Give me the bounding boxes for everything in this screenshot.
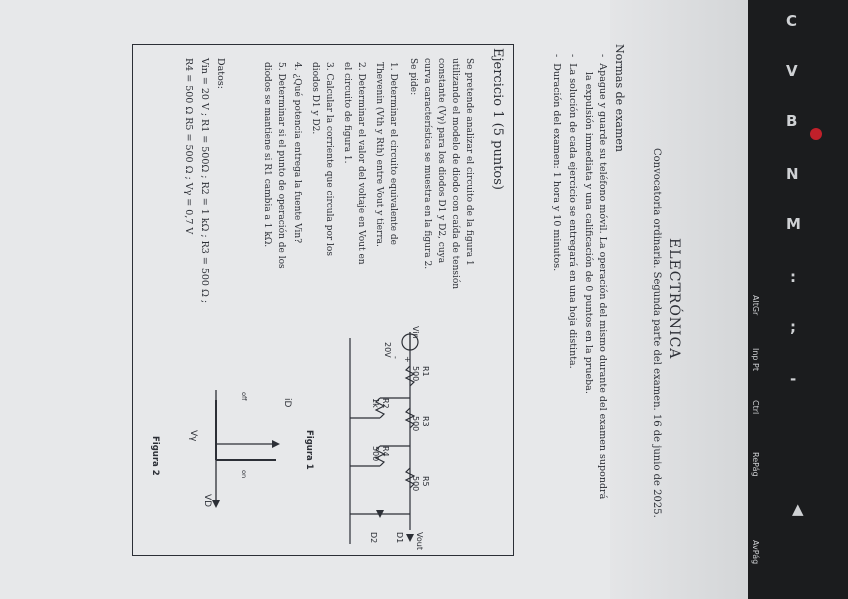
- intro-line-1: Se pretende analizar el circuito de la figura 1: [464, 58, 474, 266]
- key-m: M: [786, 215, 801, 233]
- r1-label: R1: [421, 366, 430, 377]
- question-line-4: el circuito de figura 1.: [342, 62, 352, 164]
- key-v: V: [786, 62, 798, 80]
- key-b: B: [786, 112, 798, 130]
- source-plus-label: +: [403, 356, 412, 363]
- y-axis-label: iD: [282, 398, 292, 408]
- r1-value: 500: [411, 366, 420, 382]
- source-value-label: 20V: [383, 342, 392, 358]
- r2-value: 1k: [371, 398, 380, 408]
- doc-subtitle: Convocatoria ordinaria. Segunda parte del examen. 16 de junio de 2025.: [651, 148, 662, 518]
- question-line-1: 1. Determinar el circuito equivalente de: [388, 62, 398, 245]
- keyboard-strip: [748, 0, 848, 599]
- r3-label: R3: [421, 416, 430, 427]
- key-n: N: [786, 165, 799, 183]
- question-line-5: 3. Calcular la corriente que circula por los: [324, 62, 334, 256]
- key-avpag: AvPág: [751, 540, 760, 565]
- question-line-6: diodos D1 y D2.: [310, 62, 320, 135]
- question-line-3: 2. Determinar el valor del voltaje en Vout en: [356, 62, 366, 265]
- key-c: C: [786, 12, 798, 30]
- intro-line-5: Se pide:: [408, 58, 418, 96]
- off-label: off: [240, 392, 248, 401]
- question-line-9: diodos se mantiene si R1 cambia a 1 kΩ.: [262, 62, 272, 248]
- r5-label: R5: [421, 476, 430, 487]
- data-line-2: R4 = 500 Ω R5 = 500 Ω ; Vγ = 0,7 V: [183, 58, 194, 235]
- rule-line-3: - La solución de cada ejercicio se entregará en una hoja distinta.: [567, 54, 578, 369]
- doc-title: ELECTRÓNICA: [666, 238, 682, 360]
- diode-d2-icon: [406, 534, 414, 542]
- rule-line-2: la expulsión inmediata y una calificación de 0 puntos en la prueba.: [583, 72, 594, 394]
- key-semicolon: ;: [790, 318, 796, 336]
- intro-line-3: constante (Vγ) para los diodos D1 y D2, cuya: [436, 58, 446, 264]
- key-dash: -: [790, 370, 797, 388]
- rule-line-1: - Apague y guarde su teléfono móvil. La operación del mismo durante del examen supondrá: [597, 54, 608, 500]
- r2-label: R2: [381, 398, 390, 409]
- source-name-label: Vin: [411, 326, 420, 339]
- exercise-title: Ejercicio 1 (5 puntos): [490, 48, 505, 191]
- v-gamma-label: Vγ: [188, 430, 198, 442]
- source-minus-label: -: [391, 356, 400, 359]
- figure2-caption: Figura 2: [150, 436, 160, 476]
- r4-value: 500: [371, 446, 380, 462]
- key-inp-pt: Inp Pt: [751, 348, 760, 372]
- figure2-diode-curve: [176, 380, 286, 510]
- x-arrow-icon: [212, 500, 220, 508]
- data-heading: Datos:: [215, 58, 226, 89]
- question-line-7: 4. ¿Qué potencia entrega la fuente Vin?: [292, 62, 302, 244]
- r4-label: R4: [381, 446, 390, 457]
- key-repag: RePág: [751, 452, 760, 477]
- question-line-8: 5. Determinar si el punto de operación de los: [276, 62, 286, 269]
- d1-label: D1: [395, 532, 404, 544]
- key-ctrl: Ctrl: [751, 400, 760, 415]
- intro-line-4: curva característica se muestra en la figura 2.: [422, 58, 432, 270]
- r5-value: 500: [411, 476, 420, 492]
- key-colon: :: [790, 268, 796, 286]
- question-line-2: Thevenin (Vth y Rth) entre Vout y tierra.: [374, 62, 384, 247]
- intro-line-2: utilizando el modelo de diodo con caída de tensión: [450, 58, 460, 290]
- key-altgr: AltGr: [751, 295, 760, 316]
- d2-label: D2: [369, 532, 378, 544]
- vout-label: Vout: [415, 532, 424, 550]
- red-dot-icon: [810, 128, 822, 140]
- arrow-up-icon: ▲: [792, 500, 804, 518]
- r3-value: 500: [411, 416, 420, 432]
- data-line-1: Vin = 20 V ; R1 = 500Ω ; R2 = 1 kΩ ; R3 = 500 Ω ;: [199, 58, 210, 304]
- figure1-circuit: [340, 318, 450, 554]
- figure1-caption: Figura 1: [304, 430, 314, 470]
- x-axis-label: VD: [202, 494, 212, 508]
- rule-line-4: - Duración del examen: 1 hora y 10 minutos.: [551, 54, 562, 272]
- y-arrow-icon: [272, 440, 280, 448]
- on-label: on: [240, 470, 248, 479]
- rules-heading: Normas de examen: [613, 44, 626, 152]
